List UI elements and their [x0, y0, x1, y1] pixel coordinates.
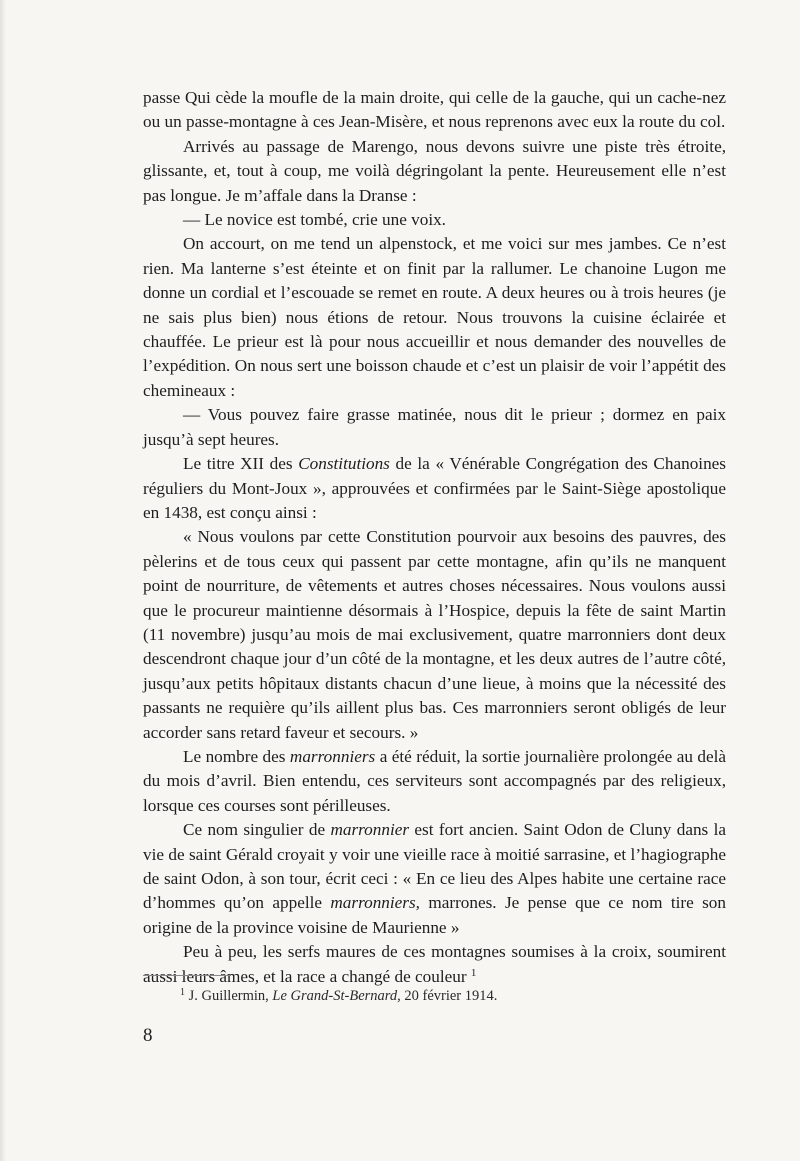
paragraph — [143, 940, 726, 989]
italic-text: Constitutions — [298, 454, 390, 474]
footnote-author: J. Guillermin, — [188, 988, 269, 1004]
text-run: est fort ancien. Saint Odon de Cluny dans la vie de saint Gérald croyait y voir une vieille race à moitié sarrasine, et l’hagiographe de saint Odon, à son tour, écrit ceci : « En ce lieu des Alpes habite une certaine race d’hommes qu’on appelle — [143, 820, 726, 913]
text-run: passe Qui cède la moufle de la main droite, qui celle de la gauche, qui un cache-nez ou un passe-montagne à ces Jean-Misère, et nous reprenons avec eux la route du col. — [143, 88, 726, 132]
text-run: Le nombre des — [183, 746, 290, 766]
text-run: de la « Vénérable Congrégation des Chanoines réguliers du Mont-Joux », approuvées et confirmées par le Saint-Siège apostolique en 1438, est conçu ainsi : — [143, 454, 726, 522]
paragraph — [143, 525, 726, 745]
text-run: Ce nom singulier de — [183, 820, 331, 840]
text-run: Le titre XII des — [183, 454, 299, 474]
paragraph — [143, 86, 726, 135]
italic-text: marronnier — [330, 820, 410, 840]
text-run: — Le novice est tombé, crie une voix. — [183, 210, 446, 230]
paragraph — [143, 208, 726, 232]
paragraph — [143, 135, 726, 208]
text-run: marrones. Je pense que ce nom tire son origine de la province voisine de Maurienne » — [143, 893, 726, 937]
footnote-rule — [143, 975, 231, 976]
text-run: Peu à peu, les serfs maures de ces montagnes soumises à la croix, soumirent aussi leurs âmes, et la race a changé de couleur — [143, 942, 726, 986]
paragraph — [143, 403, 726, 452]
footnote-title: Le Grand-St-Bernard, — [272, 988, 401, 1004]
text-run: « Nous voulons par cette Constitution pourvoir aux besoins des pauvres, des pèlerins et de tous ceux qui passent par cette montagne, afin qu’ils ne manquent point de nourriture, de vêtements et autres choses nécessaires. Nous voulons aussi que le procureur maintienne désormais à l’Hospice, depuis la fête de saint Martin (11 novembre) jusqu’au mois de mai exclusivement, quatre marronniers dont deux descendront chaque jour d’un côté de la montagne, et les deux autres de l’autre côté, jusqu’aux petits hôpitaux distants chacun d’une lieue, à moins que la nécessité des passants ne requière qu’ils aillent plus bas. Ces marronniers seront obligés de leur accorder sans retard faveur et secours. » — [143, 527, 726, 742]
italic-text: marronniers, — [330, 893, 420, 913]
footnote-date: 20 février 1914. — [404, 988, 498, 1004]
paragraph — [143, 818, 726, 940]
body-text — [143, 86, 726, 989]
page-edge-shadow — [0, 0, 6, 1161]
paragraph — [143, 745, 726, 818]
footnote-reference: 1 — [470, 966, 477, 979]
text-run: On accourt, on me tend un alpenstock, et me voici sur mes jambes. Ce n’est rien. Ma lanterne s’est éteinte et on finit par la rallumer. Le chanoine Lugon me donne un cordial et l’escouade se remet en route. A deux heures ou à trois heures (je ne sais plus bien) nous étions de retour. Nous trouvons la cuisine éclairée et chauffée. Le prieur est là pour nous accueillir et nous demander des nouvelles de l’expédition. On nous sert une boisson chaude et c’est un plaisir de voir l’appétit des chemineaux : — [143, 234, 726, 400]
paragraph — [143, 232, 726, 403]
text-run: a été réduit, la sortie journalière prolongée au delà du mois d’avril. Bien entendu, ces serviteurs sont accompagnés par des religieux, lorsque ces courses sont périlleuses. — [143, 746, 726, 815]
page-number: 8 — [143, 1025, 153, 1046]
italic-text: marronniers — [289, 746, 376, 766]
footnote — [180, 986, 700, 1006]
paragraph — [143, 452, 726, 525]
text-run: — Vous pouvez faire grasse matinée, nous dit le prieur ; dormez en paix jusqu’à sept heures. — [143, 405, 726, 449]
footnote-marker: 1 — [180, 987, 185, 998]
text-run: Arrivés au passage de Marengo, nous devons suivre une piste très étroite, glissante, et, tout à coup, me voilà dégringolant la pente. Heureusement elle n’est pas longue. Je m’affale dans la Dranse : — [143, 136, 726, 205]
